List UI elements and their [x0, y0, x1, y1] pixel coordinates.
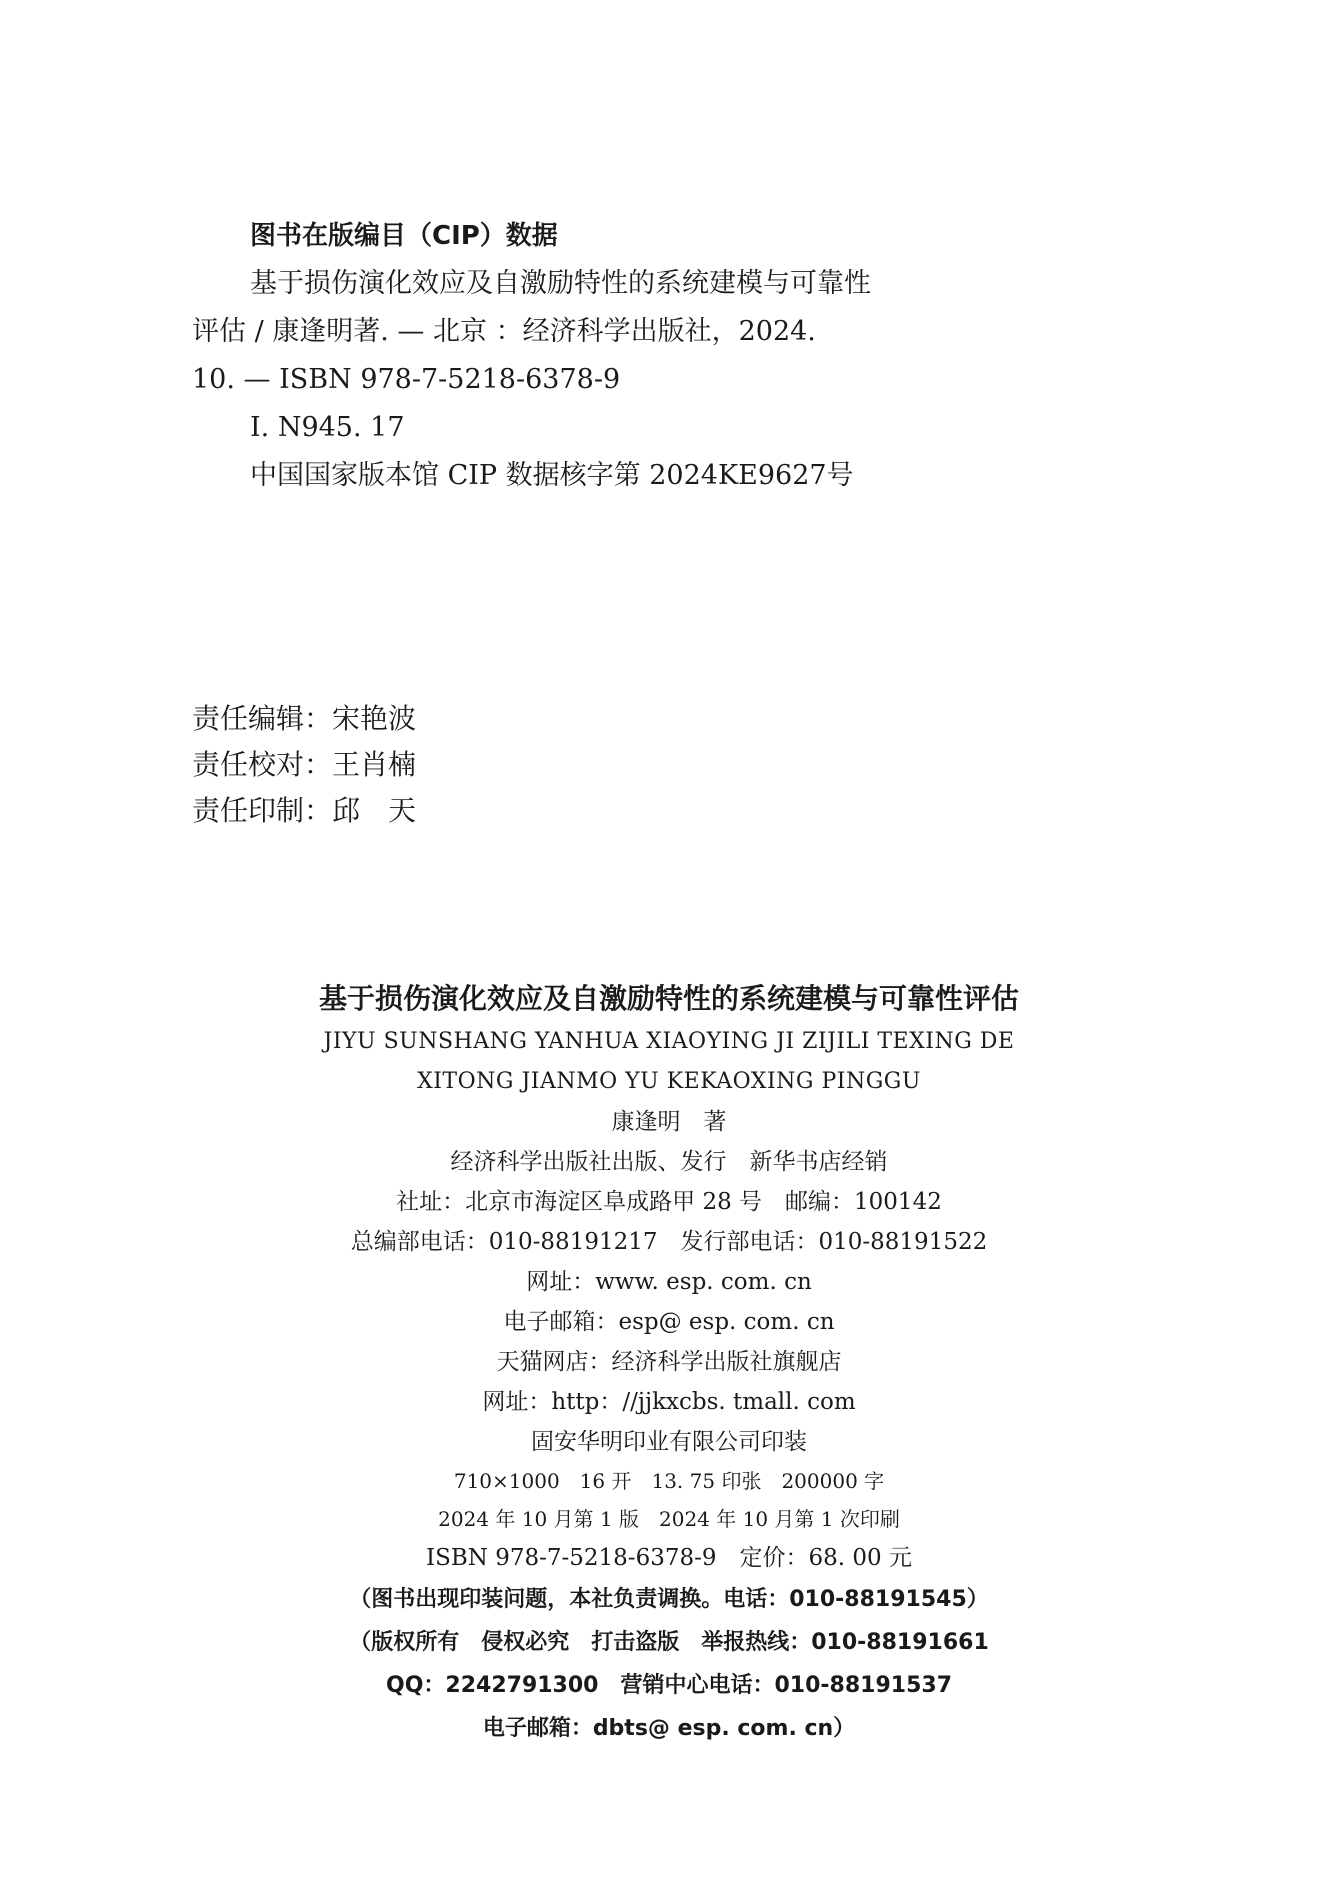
isbn-price: ISBN 978-7-5218-6378-9 定价：68. 00 元 [426, 1545, 912, 1571]
publisher-website: 网址：www. esp. com. cn [526, 1269, 812, 1295]
book-title-pinyin-1: JIYU SUNSHANG YANHUA XIAOYING JI ZIJILI TEXING DE [323, 1029, 1015, 1054]
colophon-block [0, 976, 1338, 1750]
cip-heading: 图书在版编目（CIP）数据 [250, 221, 558, 251]
tmall-store: 天猫网店：经济科学出版社旗舰店 [496, 1349, 842, 1375]
publisher-address: 社址：北京市海淀区阜成路甲 28 号 邮编：100142 [396, 1189, 942, 1215]
cip-classification: Ⅰ. N945. 17 [250, 412, 405, 443]
book-title-pinyin-2: XITONG JIANMO YU KEKAOXING PINGGU [417, 1069, 921, 1094]
cip-block [192, 212, 1172, 500]
publisher-phones: 总编部电话：010-88191217 发行部电话：010-88191522 [350, 1229, 988, 1255]
author: 康逢明 著 [611, 1109, 727, 1135]
printer: 固安华明印业有限公司印装 [531, 1429, 807, 1455]
piracy-notice: （版权所有 侵权必究 打击盗版 举报热线：010-88191661 [349, 1630, 989, 1655]
book-title: 基于损伤演化效应及自激励特性的系统建模与可靠性评估 [318, 982, 1019, 1015]
qq-marketing-phone: QQ：2242791300 营销中心电话：010-88191537 [386, 1673, 952, 1698]
edition-info: 2024 年 10 月第 1 版 2024 年 10 月第 1 次印刷 [438, 1507, 900, 1531]
cip-title-line-2: 评估 / 康逢明著. — 北京 ：经济科学出版社，2024. [192, 316, 816, 347]
cip-record-number: 中国国家版本馆 CIP 数据核字第 2024KE9627号 [250, 460, 854, 491]
responsible-editor: 责任编辑：宋艳波 [192, 702, 417, 735]
responsible-editors [192, 696, 416, 834]
responsible-printing: 责任印制：邱 天 [192, 794, 417, 827]
cip-isbn-line: 10. — ISBN 978-7-5218-6378-9 [192, 364, 621, 395]
cip-title-line-1: 基于损伤演化效应及自激励特性的系统建模与可靠性 [250, 268, 871, 299]
tmall-url: 网址：http：//jjkxcbs. tmall. com [482, 1389, 856, 1415]
responsible-proofreader: 责任校对：王肖楠 [192, 748, 417, 781]
complaint-email: 电子邮箱：dbts@ esp. com. cn） [482, 1716, 856, 1741]
misprint-notice: （图书出现印装问题，本社负责调换。电话：010-88191545） [349, 1587, 989, 1612]
publisher-email: 电子邮箱：esp@ esp. com. cn [503, 1309, 835, 1335]
publisher: 经济科学出版社出版、发行 新华书店经销 [450, 1149, 888, 1175]
format-spec: 710×1000 16 开 13. 75 印张 200000 字 [453, 1469, 885, 1493]
